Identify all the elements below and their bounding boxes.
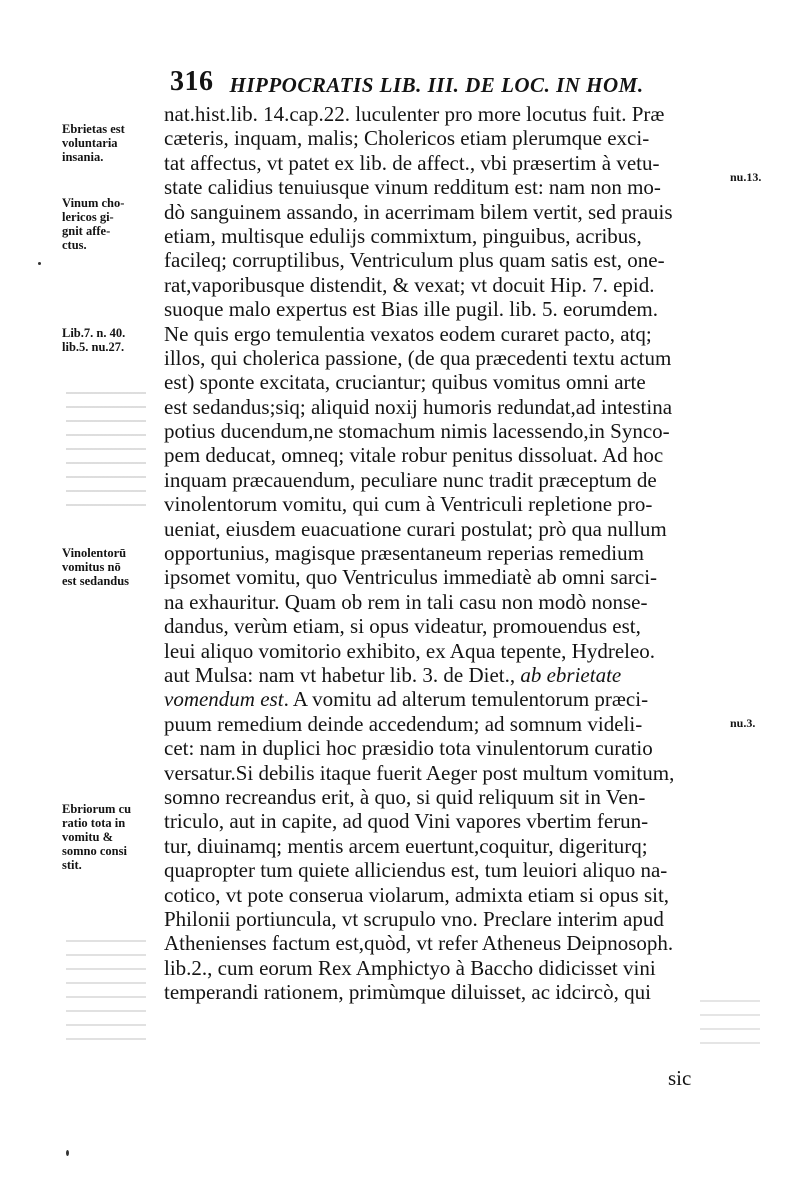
margin-note-line: Vinolentorū	[62, 546, 127, 560]
text-line: suoque malo expertus est Bias ille pugil. lib. 5. eorumdem.	[164, 297, 659, 322]
ink-speck	[66, 1150, 69, 1156]
text-line: cotico, vt pote conserua violarum, admixta etiam si opus sit,	[164, 882, 670, 907]
text-line: lib.2., cum eorum Rex Amphictyo à Baccho didicisset vini	[164, 955, 656, 980]
margin-note-line: lib.5. nu.27.	[62, 340, 125, 354]
margin-note-line: somno consi	[62, 844, 127, 858]
text-line: facileq; corruptilibus, Ventriculum plus quam satis est, one-	[164, 248, 665, 273]
citation-italic: vomendum est	[164, 687, 284, 712]
right-margin-note: nu.3.	[730, 716, 756, 730]
text-line: temperandi rationem, primùmque diluisset, ac idcircò, qui	[164, 980, 651, 1005]
citation-italic: ab ebrietate	[520, 662, 622, 687]
text-line: potius ducendum,ne stomachum nimis lacessendo,in Synco-	[164, 419, 670, 444]
text-line: vinolentorum vomitu, qui cum à Ventriculi repletione pro-	[164, 492, 653, 517]
text-line: inquam præcauendum, peculiare nunc tradit præceptum de	[164, 467, 657, 492]
margin-note-lib-ref	[62, 326, 162, 354]
text-line: vomendum est. A vomitu ad alterum temulentorum præci-	[164, 687, 649, 712]
margin-note-vinum	[62, 196, 162, 252]
margin-note-line: stit.	[62, 858, 82, 872]
text-line: cæteris, inquam, malis; Cholericos etiam plerumque exci-	[164, 126, 650, 151]
running-header	[170, 64, 690, 98]
text-line: illos, qui cholerica passione, (de qua præcedenti textu actum	[164, 345, 672, 370]
text-line: etiam, multisque edulijs commixtum, pinguibus, acribus,	[164, 223, 642, 248]
margin-note-line: Ebrietas est	[62, 122, 125, 136]
show-through-texture	[66, 940, 146, 1050]
text-line: versatur.Si debilis itaque fuerit Aeger post multum vomitum,	[164, 760, 675, 785]
main-text-block	[164, 102, 724, 1004]
text-line: est sedandus;siq; aliquid noxij humoris redundat,ad intestina	[164, 394, 673, 419]
margin-note-line: ratio tota in	[62, 816, 126, 830]
page-number: 316	[170, 66, 214, 97]
margin-note-line: vomitus nō	[62, 560, 121, 574]
text-line: est) sponte excitata, cruciantur; quibus vomitus omni arte	[164, 370, 646, 395]
margin-note-line: ctus.	[62, 238, 87, 252]
text-line: cet: nam in duplici hoc præsidio tota vinulentorum curatio	[164, 736, 653, 761]
show-through-texture	[66, 392, 146, 512]
text-line: ueniat, eiusdem euacuatione curari postulat; prò qua nullum	[164, 516, 667, 541]
text-line: somno recreandus erit, à quo, si quid reliquum sit in Ven-	[164, 784, 646, 809]
text-line: tat affectus, vt patet ex lib. de affect., vbi præsertim à vetu-	[164, 150, 660, 175]
text-line: ipsomet vomitu, quo Ventriculus immediatè ab omni sarci-	[164, 565, 658, 590]
margin-note-line: Lib.7. n. 40.	[62, 326, 126, 340]
text-line: quapropter tum quiete alliciendus est, tum leuiori aliquo na-	[164, 858, 668, 883]
text-line: Ne quis ergo temulentia vexatos eodem curaret pacto, atq;	[164, 321, 652, 346]
text-line: aut Mulsa: nam vt habetur lib. 3. de Diet., ab ebrietate	[164, 662, 622, 687]
margin-note-vinolentorum	[62, 546, 162, 588]
text-line: leui aliquo vomitorio exhibito, ex Aqua tepente, Hydreleo.	[164, 638, 656, 663]
text-line: dò sanguinem assando, in acerrimam bilem vertit, sed prauis	[164, 199, 673, 224]
margin-note-line: lericos gi-	[62, 210, 114, 224]
margin-note-line: vomitu &	[62, 830, 114, 844]
show-through-texture	[700, 1000, 760, 1050]
text-line: Philonii portiuncula, vt scrupulo vno. Preclare interim apud	[164, 906, 664, 931]
margin-note-ebriorum	[62, 802, 162, 872]
margin-note-line: gnit affe-	[62, 224, 111, 238]
running-head-title: HIPPOCRATIS LIB. III. DE LOC. IN HOM.	[229, 73, 644, 97]
text-line: puum remedium deinde accedendum; ad somnum videli-	[164, 711, 643, 736]
margin-note-line: est sedandus	[62, 574, 130, 588]
text-line: dandus, verùm etiam, si opus videatur, promouendus est,	[164, 614, 641, 639]
text-line: tur, diuinamq; mentis arcem euertunt,coquitur, digeriturq;	[164, 833, 648, 858]
text-line: pem deducat, omneq; vitale robur penitus dissoluat. Ad hoc	[164, 443, 664, 468]
margin-note-line: insania.	[62, 150, 104, 164]
margin-note-line: Ebriorum cu	[62, 802, 132, 816]
text-line: triculo, aut in capite, ad quod Vini vapores vbertim ferun-	[164, 809, 649, 834]
margin-note-ebrietas	[62, 122, 162, 164]
text-line: Athenienses factum est,quòd, vt refer Atheneus Deipnosoph.	[164, 931, 674, 956]
text-line: opportunius, magisque præsentaneum reperias remedium	[164, 541, 644, 566]
margin-note-line: Vinum cho-	[62, 196, 125, 210]
text-line: na exhauritur. Quam ob rem in tali casu non modò nonse-	[164, 589, 648, 614]
ink-speck	[38, 262, 41, 265]
text-line: state calidius tenuiusque vinum redditum est: nam non mo-	[164, 175, 661, 200]
text-line: rat,vaporibusque distendit, & vexat; vt docuit Hip. 7. epid.	[164, 272, 655, 297]
catchword: sic	[668, 1066, 692, 1090]
text-line: nat.hist.lib. 14.cap.22. luculenter pro more locutus fuit. Præ	[164, 102, 665, 126]
right-margin-note: nu.13.	[730, 170, 762, 184]
margin-note-line: voluntaria	[62, 136, 118, 150]
